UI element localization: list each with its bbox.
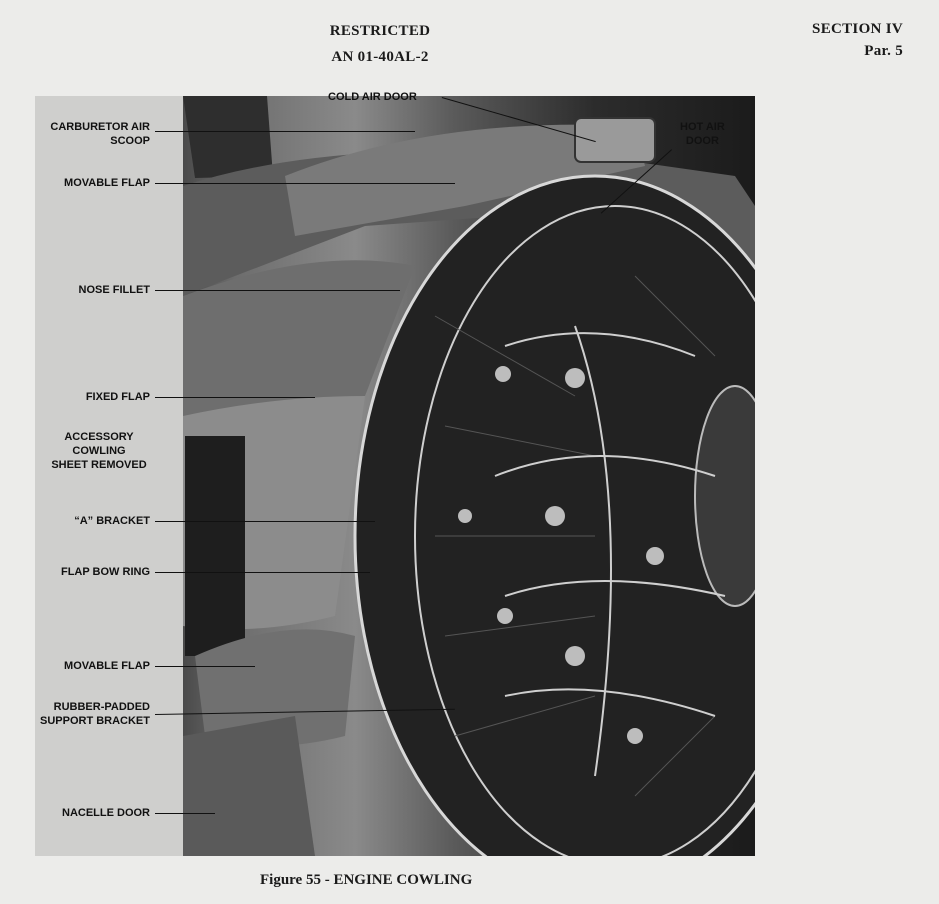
callout-movable-flap-top: MOVABLE FLAP [64, 177, 150, 189]
callout-nacelle-door: NACELLE DOOR [62, 807, 150, 819]
leader-movable-flap-bottom [155, 666, 255, 667]
leader-a-bracket [155, 521, 375, 522]
engine-illustration [35, 96, 755, 856]
document-number: AN 01-40AL-2 [331, 49, 429, 65]
callout-accessory-cowling [40, 430, 158, 472]
leader-movable-flap-top [155, 183, 455, 184]
callout-carburetor-air-scoop [50, 120, 150, 148]
callout-hot-air-line-2: DOOR [685, 135, 719, 147]
callout-hot-air-line-1: HOT AIR [680, 121, 725, 133]
document-header-center [300, 18, 460, 70]
section-label: SECTION IV [812, 21, 903, 37]
callout-fixed-flap: FIXED FLAP [85, 391, 150, 403]
restriction-label: RESTRICTED [329, 23, 431, 39]
leader-carburetor-air-scoop [155, 131, 415, 132]
callout-a-bracket: “A” BRACKET [74, 515, 150, 527]
engine-cowling-photo [35, 96, 755, 856]
leader-fixed-flap [155, 397, 315, 398]
callout-rubber-line-2: SUPPORT BRACKET [39, 715, 150, 727]
callout-hot-air-door [680, 120, 725, 148]
paragraph-label: Par. 5 [864, 43, 903, 59]
document-header-right [812, 18, 903, 62]
leader-nose-fillet [155, 290, 400, 291]
callout-accessory-line-3: SHEET REMOVED [51, 459, 147, 471]
callout-accessory-line-1: ACCESSORY [64, 431, 134, 443]
leader-flap-bow-ring [155, 572, 370, 573]
callout-rubber-line-1: RUBBER-PADDED [53, 701, 150, 713]
callout-rubber-padded-bracket [40, 700, 150, 728]
callout-movable-flap-bottom: MOVABLE FLAP [64, 660, 150, 672]
figure-caption: Figure 55 - ENGINE COWLING [260, 872, 473, 888]
callout-flap-bow-ring: FLAP BOW RING [60, 566, 150, 578]
callout-carburetor-line-1: CARBURETOR AIR [50, 121, 150, 133]
callout-cold-air-door: COLD AIR DOOR [328, 91, 417, 103]
callout-accessory-line-2: COWLING [72, 445, 126, 457]
leader-nacelle-door [155, 813, 215, 814]
callout-carburetor-line-2: SCOOP [110, 135, 150, 147]
callout-nose-fillet: NOSE FILLET [78, 284, 150, 296]
